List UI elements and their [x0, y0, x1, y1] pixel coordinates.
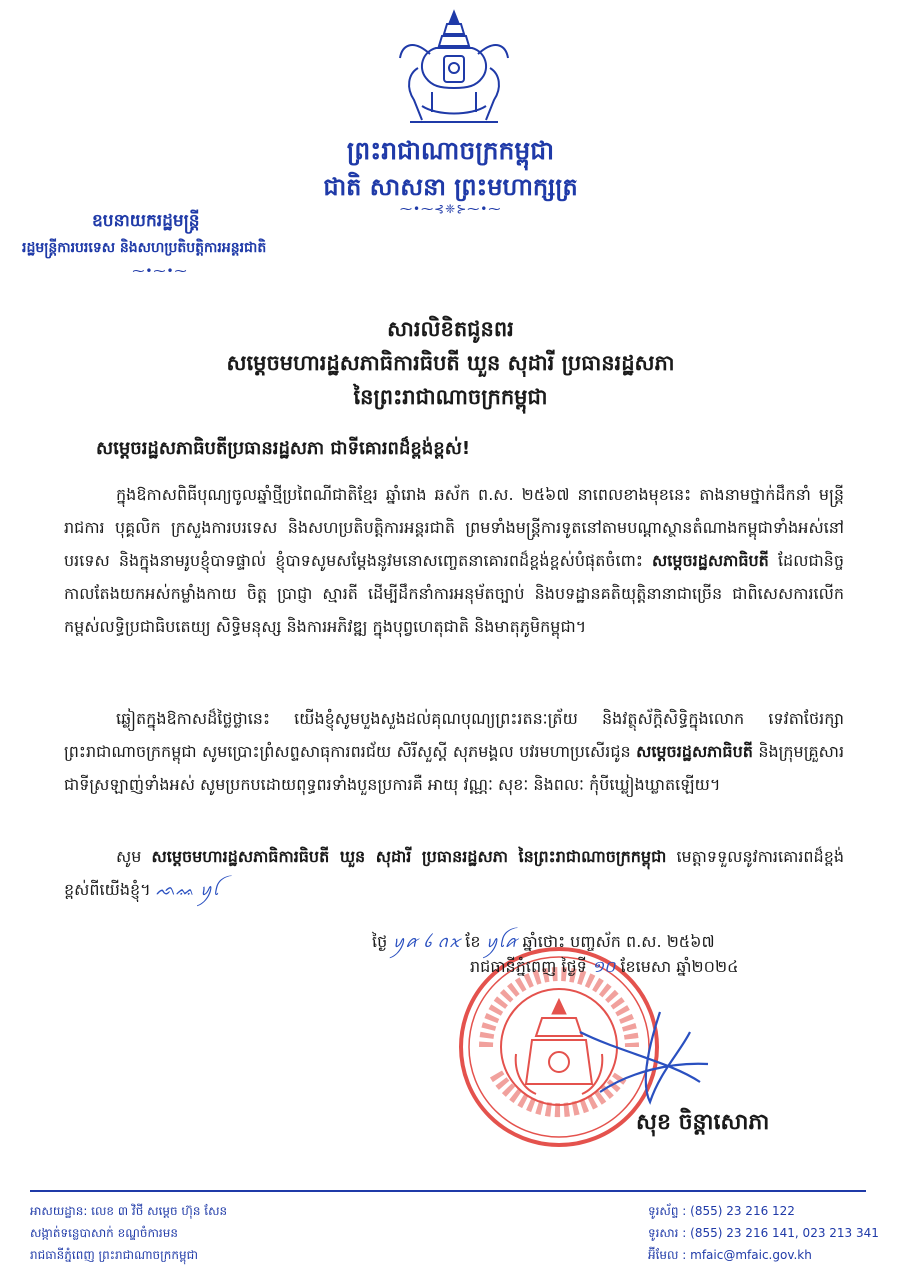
- letter-recipient-country: នៃព្រះរាជាណាចក្រកម្ពុជា: [353, 385, 548, 409]
- handwritten-lunar-month: ꪗꪶꪁ: [485, 932, 518, 951]
- letter-recipient: សម្តេចមហារដ្ឋសភាធិការធិបតី ឃួន សុដារី ប្រធានរដ្ឋសភា: [226, 351, 675, 375]
- paragraph-3-text-b: មេត្តាទទួលនូវការគោរពដ៏ខ្ពង់ខ្ពស់ពីយើងខ្ញុំ។: [64, 847, 845, 899]
- paragraph-2: [64, 702, 844, 801]
- office-title: ឧបនាយករដ្ឋមន្ត្រី: [92, 211, 200, 231]
- national-motto: ជាតិ សាសនា ព្រះមហាក្សត្រ: [323, 173, 578, 201]
- paragraph-1: [64, 478, 844, 643]
- handwritten-note: ᨒᨐ ꪗꪶ: [155, 880, 219, 899]
- solar-date-line: រាជធានីភ្នំពេញ ថ្ងៃទី ១០ ខែមេសា ឆ្នាំ២០២៤: [470, 957, 739, 976]
- footer-contact: [648, 1200, 879, 1266]
- footer-email: អ៊ីមែល : mfaic@mfaic.gov.kh: [648, 1248, 812, 1262]
- office-ornament: ⁓•⁓•⁓: [132, 264, 188, 278]
- kingdom-name: ព្រះរាជាណាចក្រកម្ពុជា: [346, 136, 555, 165]
- footer-fax: ទូរសារ : (855) 23 216 141, 023 213 341: [648, 1226, 879, 1240]
- paragraph-2-text-b: និងក្រុមគ្រួសារ ជាទីស្រឡាញ់ទាំងអស់ សូមប្រកបដោយពុទ្ធពរទាំងបួនប្រការគឺ អាយុ វណ្ណៈ សុខៈ និងពលៈ កុំបីឃ្លៀងឃ្លាតឡើយ។: [64, 742, 845, 794]
- handwritten-lunar-day: ꪗꪁ ꪉ ꪒꪎ: [392, 932, 461, 951]
- royal-coat-of-arms-icon: [392, 8, 516, 132]
- address-line-2: សង្កាត់ទន្លេបាសាក់ ខណ្ឌចំការមន: [30, 1226, 178, 1240]
- signatory-name: សុខ ចិន្តាសោភា: [636, 1110, 770, 1135]
- header-ornament: ⁓•⁓⊰❈⊱⁓•⁓: [400, 202, 502, 216]
- paragraph-3-text-a: សូម: [116, 847, 142, 866]
- signature-icon: [560, 992, 710, 1112]
- letter-title: សារលិខិតជូនពរ: [387, 317, 514, 341]
- footer-divider: [30, 1190, 866, 1192]
- salutation: សម្តេចរដ្ឋសភាធិបតីប្រធានរដ្ឋសភា ជាទីគោរពដ៏ខ្ពង់ខ្ពស់!: [96, 438, 471, 459]
- paragraph-1-text-a: ក្នុងឱកាសពិធីបុណ្យចូលឆ្នាំថ្មីប្រពៃណីជាតិខ្មែរ ឆ្នាំរោង ឆស័ក ព.ស. ២៥៦៧ នាពេលខាងមុខនេះ តាងនាមថ្នាក់ដឹកនាំ មន្ត្រីរាជការ បុគ្គលិក ក្រសួងការបរទេស និងសហប្រតិបត្តិការអន្តរជាតិ ព្រមទាំងមន្ត្រីការទូតនៅតាមបណ្តាស្ថានតំណាងកម្ពុជាទាំងអស់នៅបរទេស និងក្នុងនាមរូបខ្ញុំបាទផ្ទាល់ ខ្ញុំបាទសូមសម្តែងនូវមនោសញ្ចេតនាគោរពដ៏ខ្ពង់ខ្ពស់បំផុតចំពោះ: [64, 485, 844, 570]
- paragraph-1-text-b: ដែលជានិច្ចកាលតែងយកអស់កម្លាំងកាយ ចិត្ត ប្រាជ្ញា ស្មារតី ដើម្បីដឹកនាំការអនុម័តច្បាប់ និងបទដ្ឋានគតិយុត្តិនានាជាច្រើន ជាពិសេសការលើកកម្ពស់លទ្ធិប្រជាធិបតេយ្យ សិទ្ធិមនុស្ស និងការអភិវឌ្ឍ ក្នុងបុព្វហេតុជាតិ និងមាតុភូមិកម្ពុជា។: [64, 551, 844, 636]
- address-line-3: រាជធានីភ្នំពេញ ព្រះរាជាណាចក្រកម្ពុជា: [30, 1248, 198, 1262]
- paragraph-2-bold: សម្តេចរដ្ឋសភាធិបតី: [636, 742, 753, 761]
- lunar-date-line: ថ្ងៃ ꪗꪁ ꪉ ꪒꪎ ខែ ꪗꪶꪁ ឆ្នាំថោះ បញ្ចស័ក ព.ស. ២៥៦៧: [372, 932, 715, 951]
- paragraph-1-bold: សម្តេចរដ្ឋសភាធិបតី: [652, 551, 769, 570]
- paragraph-3: [64, 840, 844, 906]
- paragraph-3-bold: សម្តេចមហារដ្ឋសភាធិការធិបតី ឃួន សុដារី ប្រធានរដ្ឋសភា នៃព្រះរាជាណាចក្រកម្ពុជា: [151, 847, 667, 866]
- handwritten-day: ១០: [591, 957, 616, 976]
- ministry-title: រដ្ឋមន្ត្រីការបរទេស និងសហប្រតិបត្តិការអន្តរជាតិ: [22, 240, 267, 256]
- footer-phone: ទូរស័ព្ទ : (855) 23 216 122: [648, 1204, 795, 1218]
- address-line-1: អាសយដ្ឋាន: លេខ ៣ វិថី សម្តេច ហ៊ុន សែន: [30, 1204, 228, 1218]
- footer-address: [30, 1200, 227, 1266]
- paragraph-2-text-a: ឆ្លៀតក្នុងឱកាសដ៏ថ្លៃថ្លានេះ យើងខ្ញុំសូមបួងសួងដល់គុណបុណ្យព្រះរតនៈត្រ័យ និងវត្ថុស័ក្តិសិទ្ធិក្នុងលោក ទេវតាថែរក្សាព្រះរាជាណាចក្រកម្ពុជា សូមប្រោះព្រំសព្ទសាធុការពរជ័យ សិរីសួស្តី សុភមង្គល បវរមហាប្រសើរជូន: [64, 709, 844, 761]
